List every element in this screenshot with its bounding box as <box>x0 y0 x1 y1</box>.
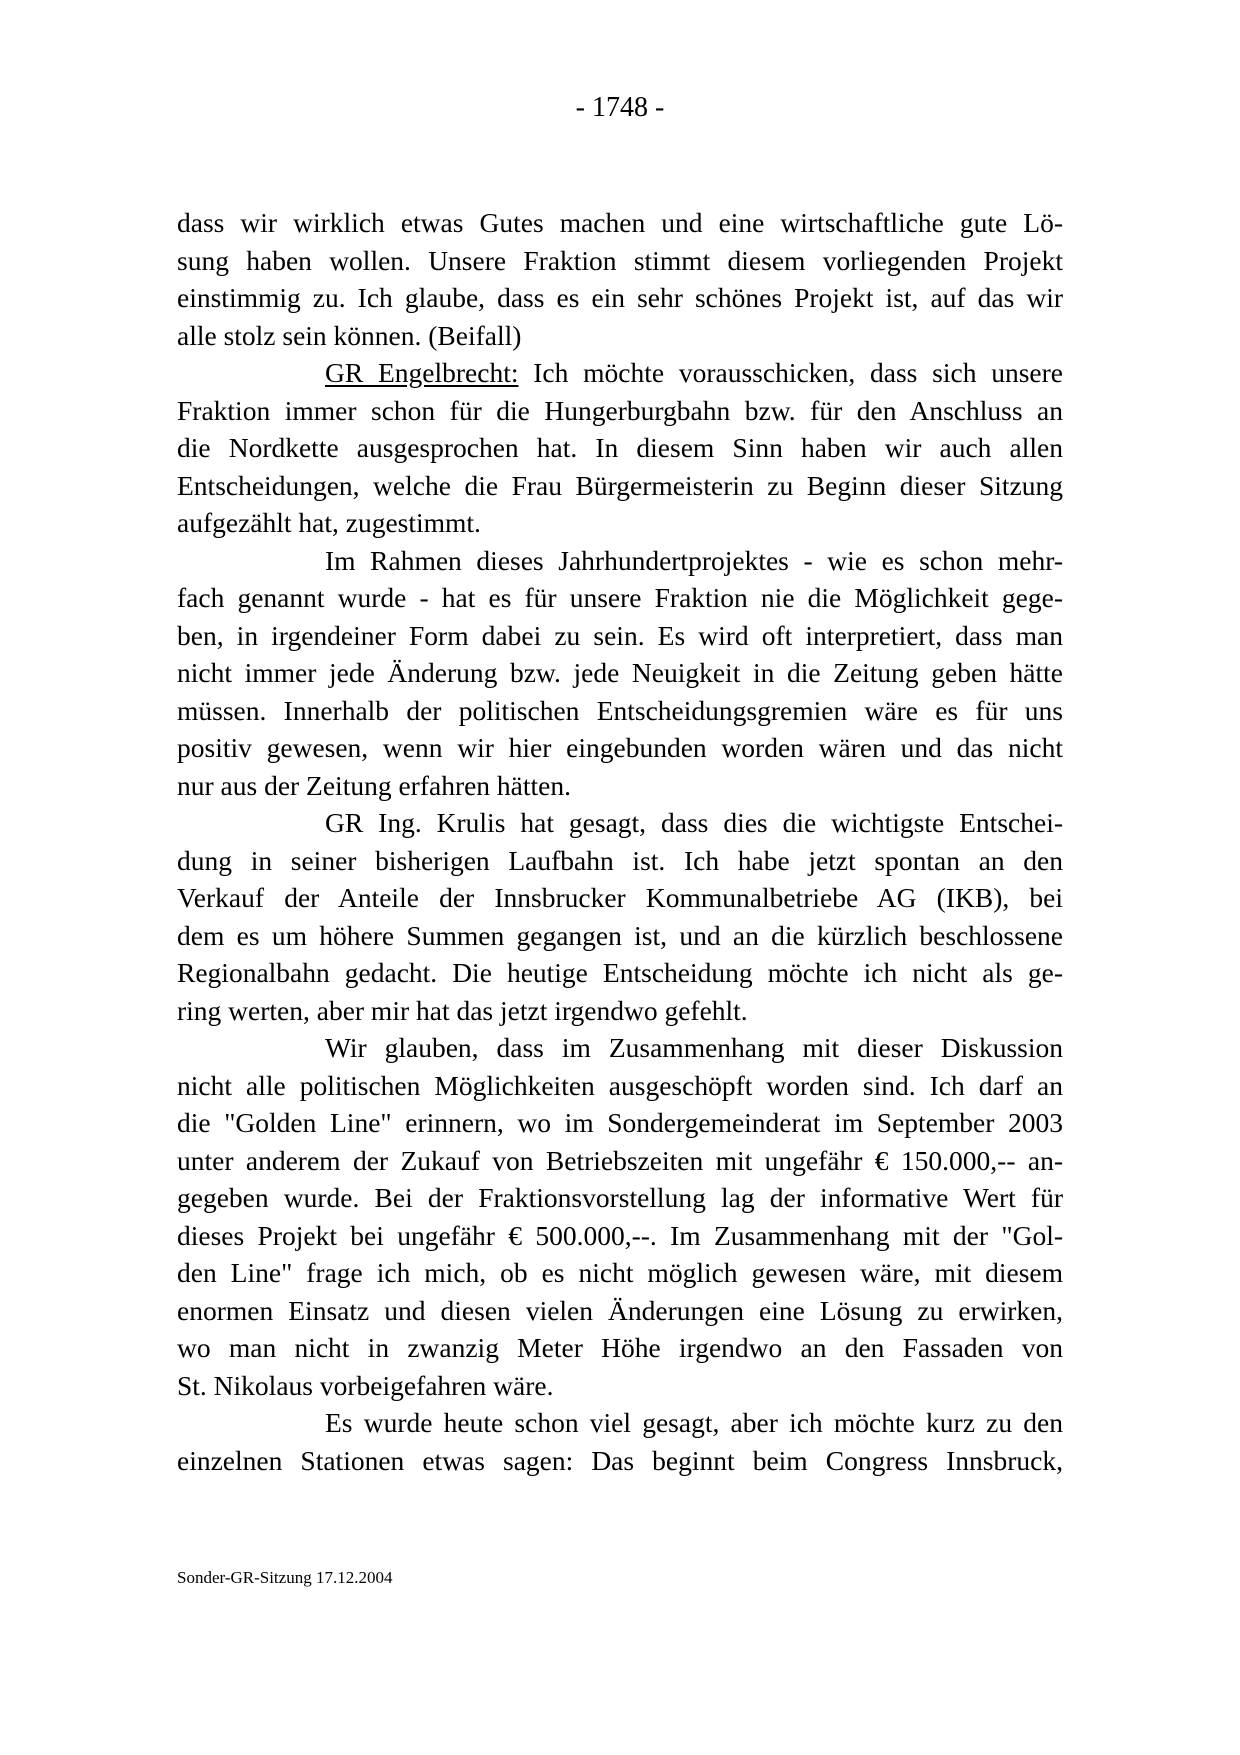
page-footer: Sonder-GR-Sitzung 17.12.2004 <box>177 1568 393 1587</box>
paragraph <box>177 542 1063 805</box>
text-line: sung haben wollen. Unsere Fraktion stimmt diesem vorliegenden Projekt <box>177 244 1063 276</box>
paragraph <box>177 1029 1063 1404</box>
paragraph <box>177 354 1063 542</box>
text-line: Wir glauben, dass im Zusammenhang mit dieser Diskussion <box>325 1032 1063 1063</box>
text-line: GR Ing. Krulis hat gesagt, dass dies die wichtigste Entschei- <box>325 807 1063 838</box>
speaker-name: GR Engelbrecht: <box>325 357 519 388</box>
paragraph <box>177 204 1063 354</box>
text-line: positiv gewesen, wenn wir hier eingebunden worden wären und das nicht <box>177 732 1063 763</box>
text-line: St. Nikolaus vorbeigefahren wäre. <box>177 1369 554 1401</box>
text-line: nicht immer jede Änderung bzw. jede Neuigkeit in die Zeitung geben hätte <box>177 657 1063 688</box>
page-number: - 1748 - <box>575 92 665 123</box>
text-line: müssen. Innerhalb der politischen Entscheidungsgremien wäre es für uns <box>177 694 1063 726</box>
text-line: Im Rahmen dieses Jahrhundertprojektes - wie es schon mehr- <box>325 544 1063 576</box>
text-line: den Line" frage ich mich, ob es nicht möglich gewesen wäre, mit diesem <box>177 1257 1063 1288</box>
text-line: fach genannt wurde - hat es für unsere Fraktion nie die Möglichkeit gege- <box>177 582 1063 613</box>
text-line: Es wurde heute schon viel gesagt, aber ich möchte kurz zu den <box>325 1407 1063 1438</box>
text-line: dieses Projekt bei ungefähr € 500.000,--. Im Zusammenhang mit der "Gol- <box>177 1219 1063 1251</box>
text-line: dung in seiner bisherigen Laufbahn ist. Ich habe jetzt spontan an den <box>177 844 1063 876</box>
text-line <box>177 354 1063 392</box>
text-line: aufgezählt hat, zugestimmt. <box>177 507 481 538</box>
text-line: dem es um höhere Summen gegangen ist, und an die kürzlich beschlossene <box>177 919 1063 951</box>
text-line: Entscheidungen, welche die Frau Bürgermeisterin zu Beginn dieser Sitzung <box>177 469 1063 501</box>
body-text <box>177 204 1063 1479</box>
text-line: Verkauf der Anteile der Innsbrucker Kommunalbetriebe AG (IKB), bei <box>177 882 1063 913</box>
paragraph <box>177 1404 1063 1479</box>
text-span: Ich möchte vorausschicken, dass sich unsere <box>518 357 1063 388</box>
text-line: ben, in irgendeiner Form dabei zu sein. Es wird oft interpretiert, dass man <box>177 619 1063 651</box>
text-line: gegeben wurde. Bei der Fraktionsvorstellung lag der informative Wert für <box>177 1182 1063 1213</box>
text-line: alle stolz sein können. (Beifall) <box>177 319 522 351</box>
text-line: einzelnen Stationen etwas sagen: Das beginnt beim Congress Innsbruck, <box>177 1444 1063 1476</box>
text-line: ring werten, aber mir hat das jetzt irgendwo gefehlt. <box>177 994 748 1026</box>
text-line: enormen Einsatz und diesen vielen Änderungen eine Lösung zu erwirken, <box>177 1294 1063 1326</box>
text-line: nicht alle politischen Möglichkeiten ausgeschöpft worden sind. Ich darf an <box>177 1069 1063 1101</box>
text-line: die Nordkette ausgesprochen hat. In diesem Sinn haben wir auch allen <box>177 432 1063 463</box>
text-line: nur aus der Zeitung erfahren hätten. <box>177 769 571 801</box>
text-line: Fraktion immer schon für die Hungerburgbahn bzw. für den Anschluss an <box>177 394 1063 426</box>
text-line: dass wir wirklich etwas Gutes machen und eine wirtschaftliche gute Lö- <box>177 207 1063 238</box>
text-line: Regionalbahn gedacht. Die heutige Entscheidung möchte ich nicht als ge- <box>177 957 1063 988</box>
paragraph <box>177 804 1063 1029</box>
text-line: unter anderem der Zukauf von Betriebszeiten mit ungefähr € 150.000,-- an- <box>177 1144 1063 1176</box>
text-line: wo man nicht in zwanzig Meter Höhe irgendwo an den Fassaden von <box>177 1332 1063 1363</box>
text-line: einstimmig zu. Ich glaube, dass es ein sehr schönes Projekt ist, auf das wir <box>177 282 1063 313</box>
text-line: die "Golden Line" erinnern, wo im Sondergemeinderat im September 2003 <box>177 1107 1063 1138</box>
